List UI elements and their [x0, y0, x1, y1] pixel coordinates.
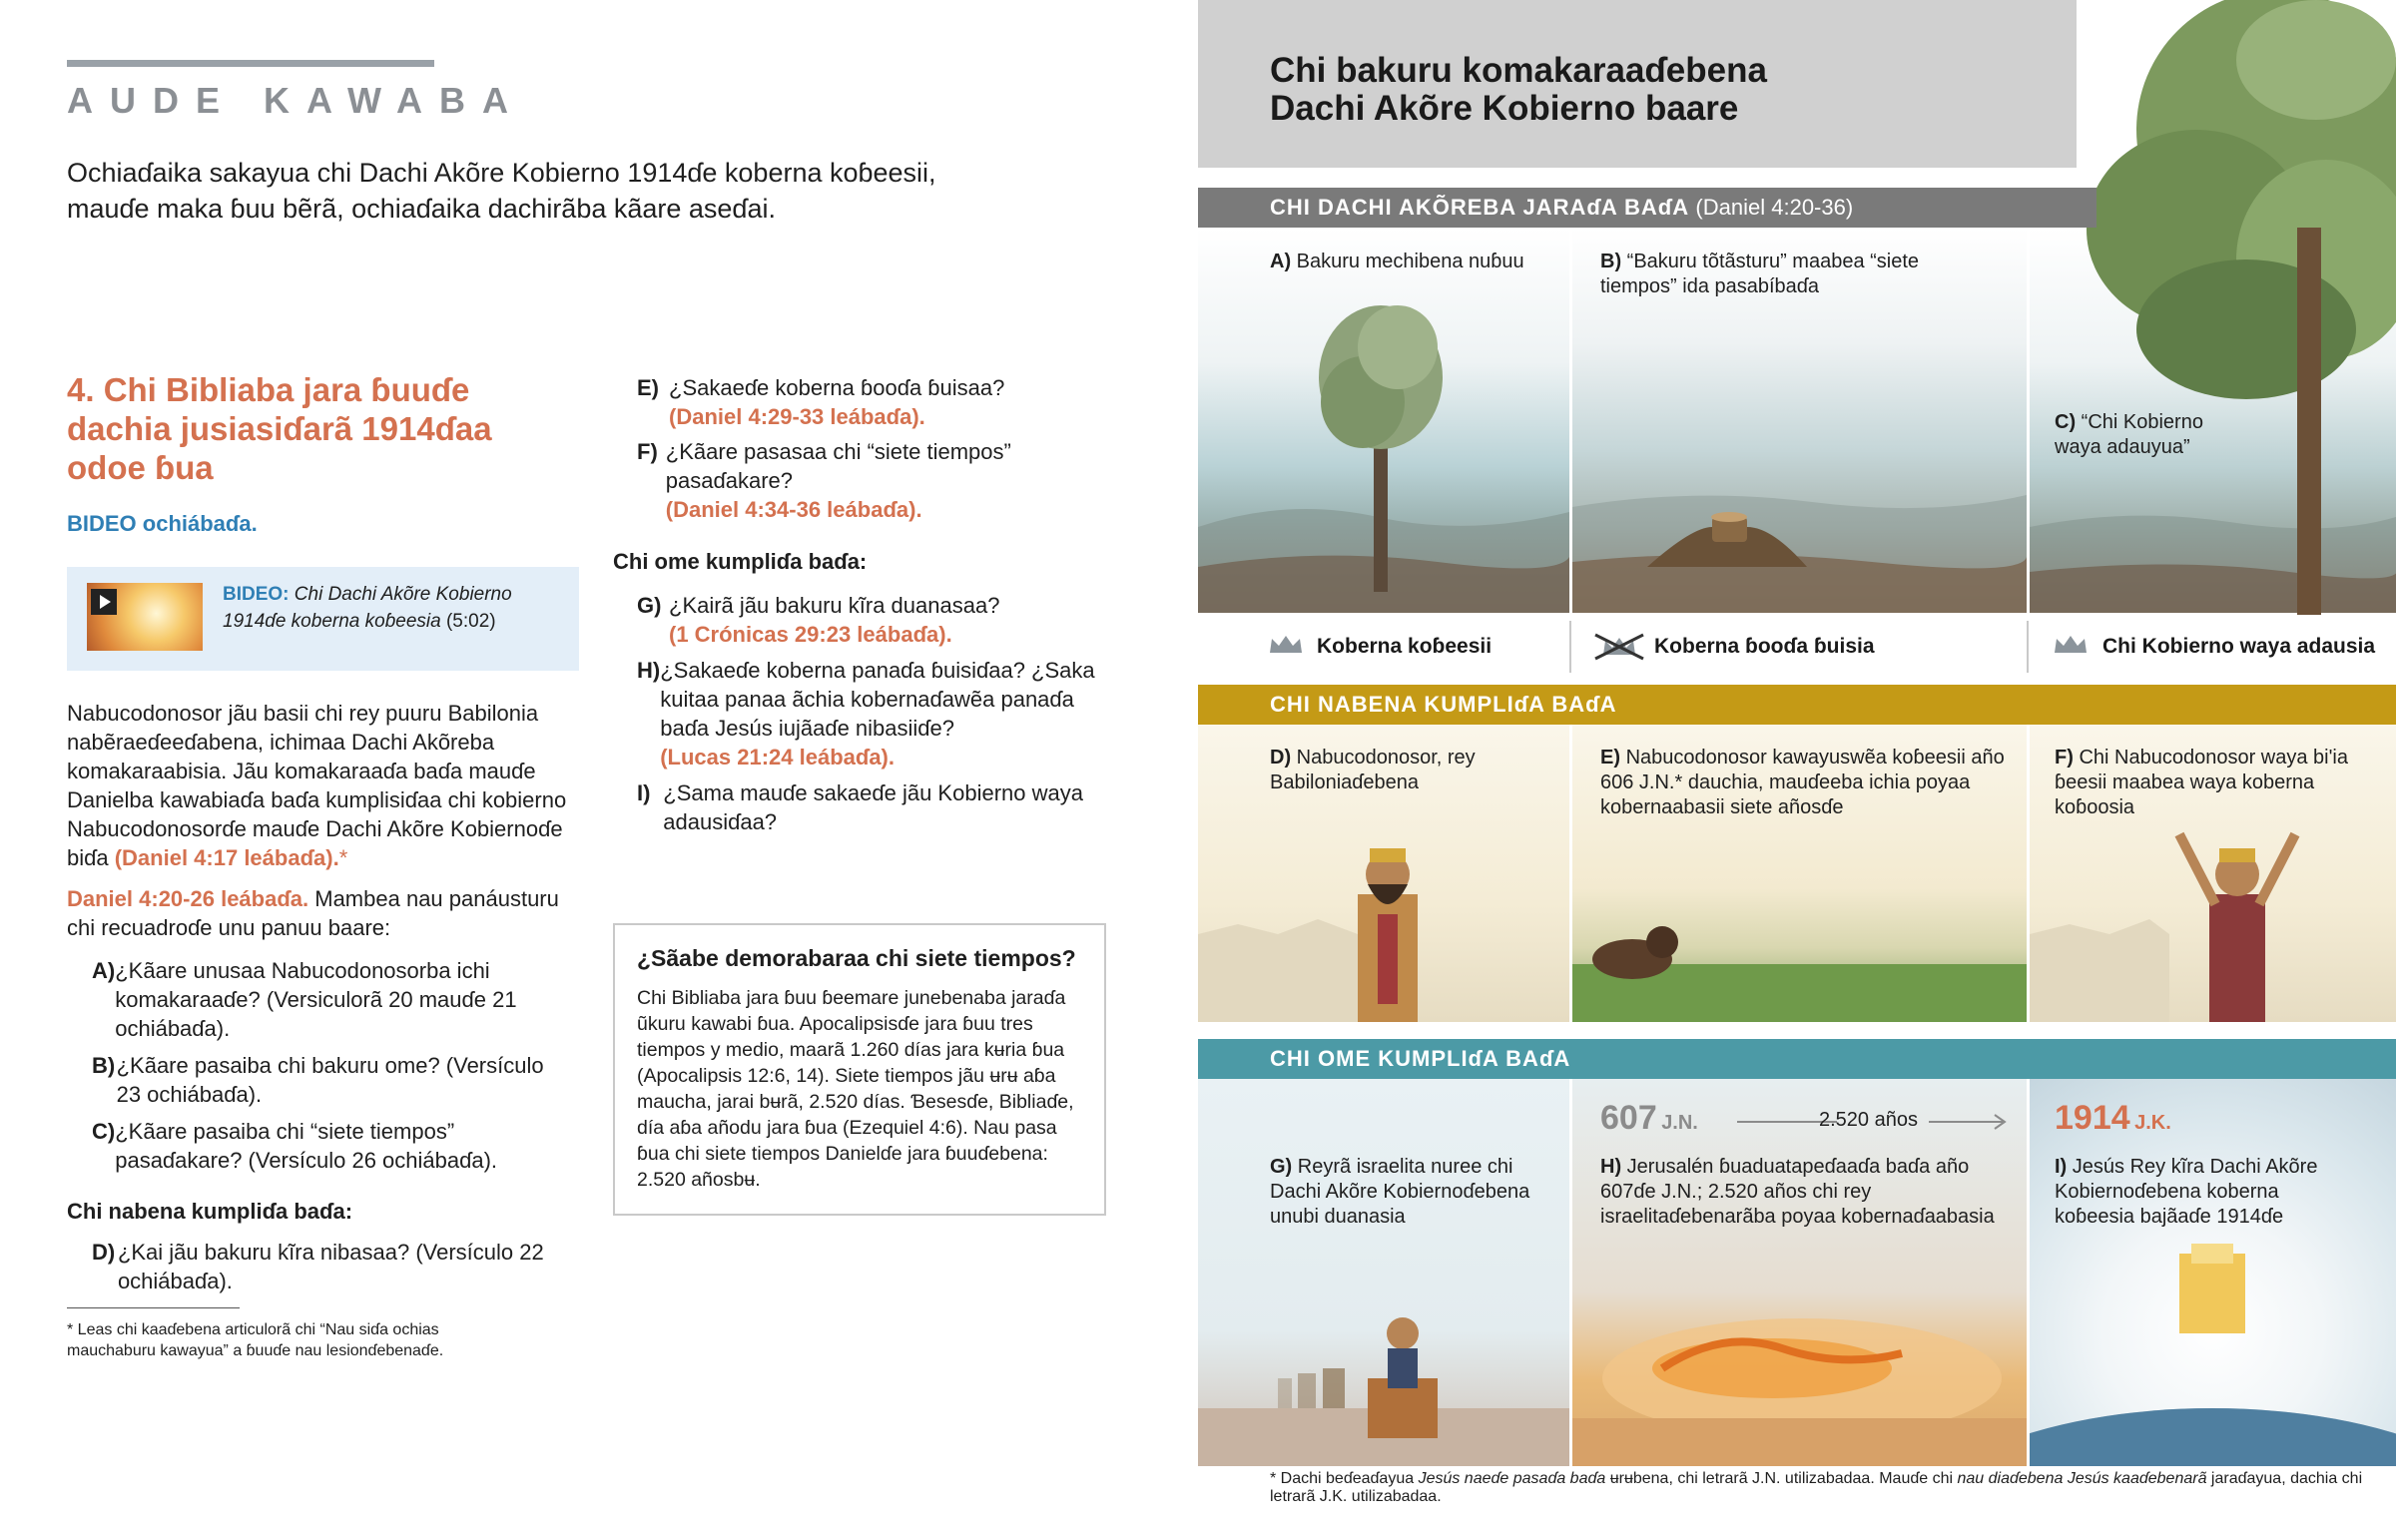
question-list-ghi [637, 591, 1106, 836]
scripture-link[interactable]: (Daniel 4:34-36 leábaɗa). [665, 497, 922, 522]
bideo-link[interactable]: BIDEO ochiábaɗa. [67, 511, 258, 536]
paragraph-2: Daniel 4:20-26 leábaɗa. Mambea nau panáusturu chi recuadroɗe unu panuu baare: [67, 886, 559, 940]
intro-text: Ochiaɗaika sakayua chi Dachi Akõre Kobierno 1914ɗe koberna koɓeesii, mauɗe maka ɓuu bẽrã, ochiaɗaika dachirãba kãare aseɗai. [67, 158, 936, 224]
year-1914-line: 1914 J.K. [2055, 1099, 2171, 1137]
siete-tiempos-box [613, 923, 1106, 1216]
illustration-israelite-kings [1198, 1079, 1569, 1466]
caption-g: G) Reyrã israelita nuree chi Dachi Akõre Kobiernoɗebena unubi duanasia [1270, 1156, 1530, 1228]
caption-f: F) Chi Nabucodonosor waya bi'ia ɓeesii maabea waya koberna koɓoosia [2055, 747, 2348, 818]
crossed-crown-icon [1593, 631, 1645, 661]
years-span: 2.520 años [1819, 1109, 1918, 1131]
tree-icon [2077, 0, 2396, 619]
question-item: E) ¿Sakaeɗe koberna ɓooɗa ɓuisaa? (Daniel 4:29-33 leábaɗa). [637, 375, 1005, 429]
caption-h: H) Jerusalén ɓuaduatapeɗaaɗa baɗa año 607ɗe J.N.; 2.520 años chi rey israelitaɗebenarãba poyaa kobernaɗaabasia [1600, 1156, 1995, 1228]
label-divider [2027, 621, 2029, 673]
video-label: BIDEO: [223, 584, 290, 605]
question-list-abc [92, 956, 561, 1175]
row-label: Koberna koɓeesii [1317, 635, 1493, 658]
video-title[interactable]: Chi Dachi Akõre Kobierno 1914ɗe koberna koɓeesia [223, 584, 512, 632]
label-divider [1569, 621, 1571, 673]
question-item: F) ¿Kãare pasasaa chi “siete tiempos” pasaɗakare? (Daniel 4:34-36 leábaɗa). [637, 439, 1011, 522]
page-kicker: AUDE KAWABA [67, 80, 526, 121]
tree-trunk [2297, 228, 2321, 617]
scripture-link[interactable]: (Daniel 4:17 leábaɗa). [114, 845, 339, 870]
caption-a: A) Bakuru mechibena nuɓuu [1270, 251, 1524, 272]
illustration-tree-tall [1198, 228, 1569, 613]
box-body: Chi Bibliaba jara ɓuu ɓeemare junebenaba jaraɗa ũkuru kawabi ɓua. Apocalipsisɗe jara ɓuu tres tiempos y medio, maarã 1.260 días jara kʉria ɓua (Apocalipsis 12:6, 14). Siete tiempos jãu ʉrʉ aɓa maucha, jarai bʉrã, 2.520 días. Ɓesesɗe, Bibliaɗe, día aɓa añodu jara ɓua (Ezequiel 4:6). Nau pasa ɓua chi siete tiempos Danielɗe jara ɓuuɗebena: 2.520 añosbʉ. [637, 987, 1074, 1191]
caption-c: C) “Chi Kobierno waya adauyua” [2055, 411, 2203, 458]
video-duration: (5:02) [445, 611, 496, 632]
question-item: A) ¿Kãare unusaa Nabucodonosorba ichi komakaraaɗe? (Versiculorã 20 mauɗe 21 ochiábaɗa). [92, 958, 517, 1041]
question-list-ef [637, 373, 1096, 524]
caption-d: D) Nabucodonosor, rey Babiloniaɗebena [1270, 747, 1476, 793]
top-rule [67, 60, 434, 67]
question-item: D) ¿Kai jãu bakuru kĩra nibasaa? (Versículo 22 ochiábaɗa). [92, 1240, 544, 1293]
band-jarada: CHI DACHI AKÕREBA JARAɗA BAɗA (Daniel 4:20-36) [1198, 188, 2096, 228]
scripture-link[interactable]: (Daniel 4:29-33 leábaɗa). [669, 404, 925, 429]
question-item: B) ¿Kãare pasaiba chi bakuru ome? (Versículo 23 ochiábaɗa). [92, 1053, 544, 1107]
video-caption [223, 581, 562, 635]
scripture-link[interactable]: Daniel 4:20-26 leábaɗa. [67, 886, 309, 911]
israelite-kings-figure [1198, 1079, 1569, 1466]
video-thumbnail[interactable] [87, 583, 203, 651]
footnote-rule [67, 1307, 240, 1308]
caption-b: B) “Bakuru tõtãsturu” maabea “siete tiempos” ida pasabíbaɗa [1600, 251, 1920, 297]
scripture-link[interactable]: (1 Crónicas 29:23 leábaɗa). [669, 622, 952, 647]
year-607-line: 607 J.N. [1600, 1099, 1698, 1137]
caption-e: E) Nabucodonosor kawayuswẽa koɓeesii año 606 J.N.* dauchia, mauɗeeba ichia poyaa kobernaabasii siete añosɗe [1600, 747, 2005, 818]
row-label: Koberna ɓooɗa ɓuisia [1654, 635, 1875, 658]
section-title: 4. Chi Bibliaba jara ɓuuɗe dachia jusiasiɗarã 1914ɗaa odoe ɓua [67, 371, 492, 486]
footnote-marker[interactable]: * [338, 845, 348, 870]
question-item: C) ¿Kãare pasaiba chi “siete tiempos” pasaɗakare? (Versículo 26 ochiábaɗa). [92, 1119, 498, 1173]
question-item: H) ¿Sakaeɗe koberna panaɗa ɓuisiɗaa? ¿Saka kuitaa panaa ãchia kobernaɗawẽa panaɗa baɗa Jesús iujãaɗe nibasiiɗe? (Lucas 21:24 leábaɗa). [637, 658, 1095, 770]
question-item: I) ¿Sama mauɗe sakaeɗe jãu Kobierno waya adausiɗaa? [637, 780, 1083, 834]
question-item: G) ¿Kairã jãu bakuru kĩra duanasaa? (1 Crónicas 29:23 leábaɗa). [637, 593, 1000, 647]
crown-icon [2053, 633, 2089, 657]
subhead-nabena: Chi nabena kumpliɗa baɗa: [67, 1199, 353, 1224]
caption-i: I) Jesús Rey kĩra Dachi Akõre Kobiernoɗebena koberna koɓeesia bajãaɗe 1914ɗe [2055, 1156, 2318, 1228]
subhead-ome: Chi ome kumpliɗa baɗa: [613, 549, 868, 574]
paragraph-1: Nabucodonosor jãu basii chi rey puuru Babilonia nabẽraeɗeeɗabena, ichimaa Dachi Akõreba komakaraabisia. Jãu komakaraaɗa baɗa mauɗe Danielba kawabiaɗa baɗa kumplisiɗaa chi kobierno Nabucodonosorɗe mauɗe Dachi Akõre Kobiernoɗe biɗa (Daniel 4:17 leábaɗa).* [67, 701, 567, 870]
band-nabena: CHI NABENA KUMPLIɗA BAɗA [1198, 685, 2396, 725]
crown-icon [1268, 633, 1304, 657]
right-title: Chi bakuru komakaraaɗebena Dachi Akõre Kobierno baare [1270, 51, 1767, 128]
row-label: Chi Kobierno waya adausia [2102, 635, 2376, 658]
box-title: ¿Sãabe demorabaraa chi siete tiempos? [637, 945, 1076, 971]
arrow-right-icon [1929, 1110, 2009, 1134]
footnote: * Leas chi kaaɗebena articulorã chi “Nau siɗa ochias mauchaburu kawayua” a ɓuuɗe nau lesionɗebenaɗe. [67, 1321, 444, 1359]
scripture-link[interactable]: (Lucas 21:24 leábaɗa). [660, 745, 895, 770]
play-icon[interactable] [91, 589, 117, 615]
tree-icon [1198, 228, 1569, 613]
video-card[interactable] [67, 567, 579, 671]
band-ome: CHI OME KUMPLIɗA BAɗA [1198, 1039, 2396, 1079]
right-footnote: * Dachi beɗeaɗayua Jesús naeɗe pasaɗa baɗa ʉrʉbena, chi letrarã J.N. utilizabadaa. Mauɗe chi nau diaɗebena Jesús kaaɗebenarã jaraɗayua, dachia chi letrarã J.K. utilizabadaa. [1270, 1470, 2363, 1505]
